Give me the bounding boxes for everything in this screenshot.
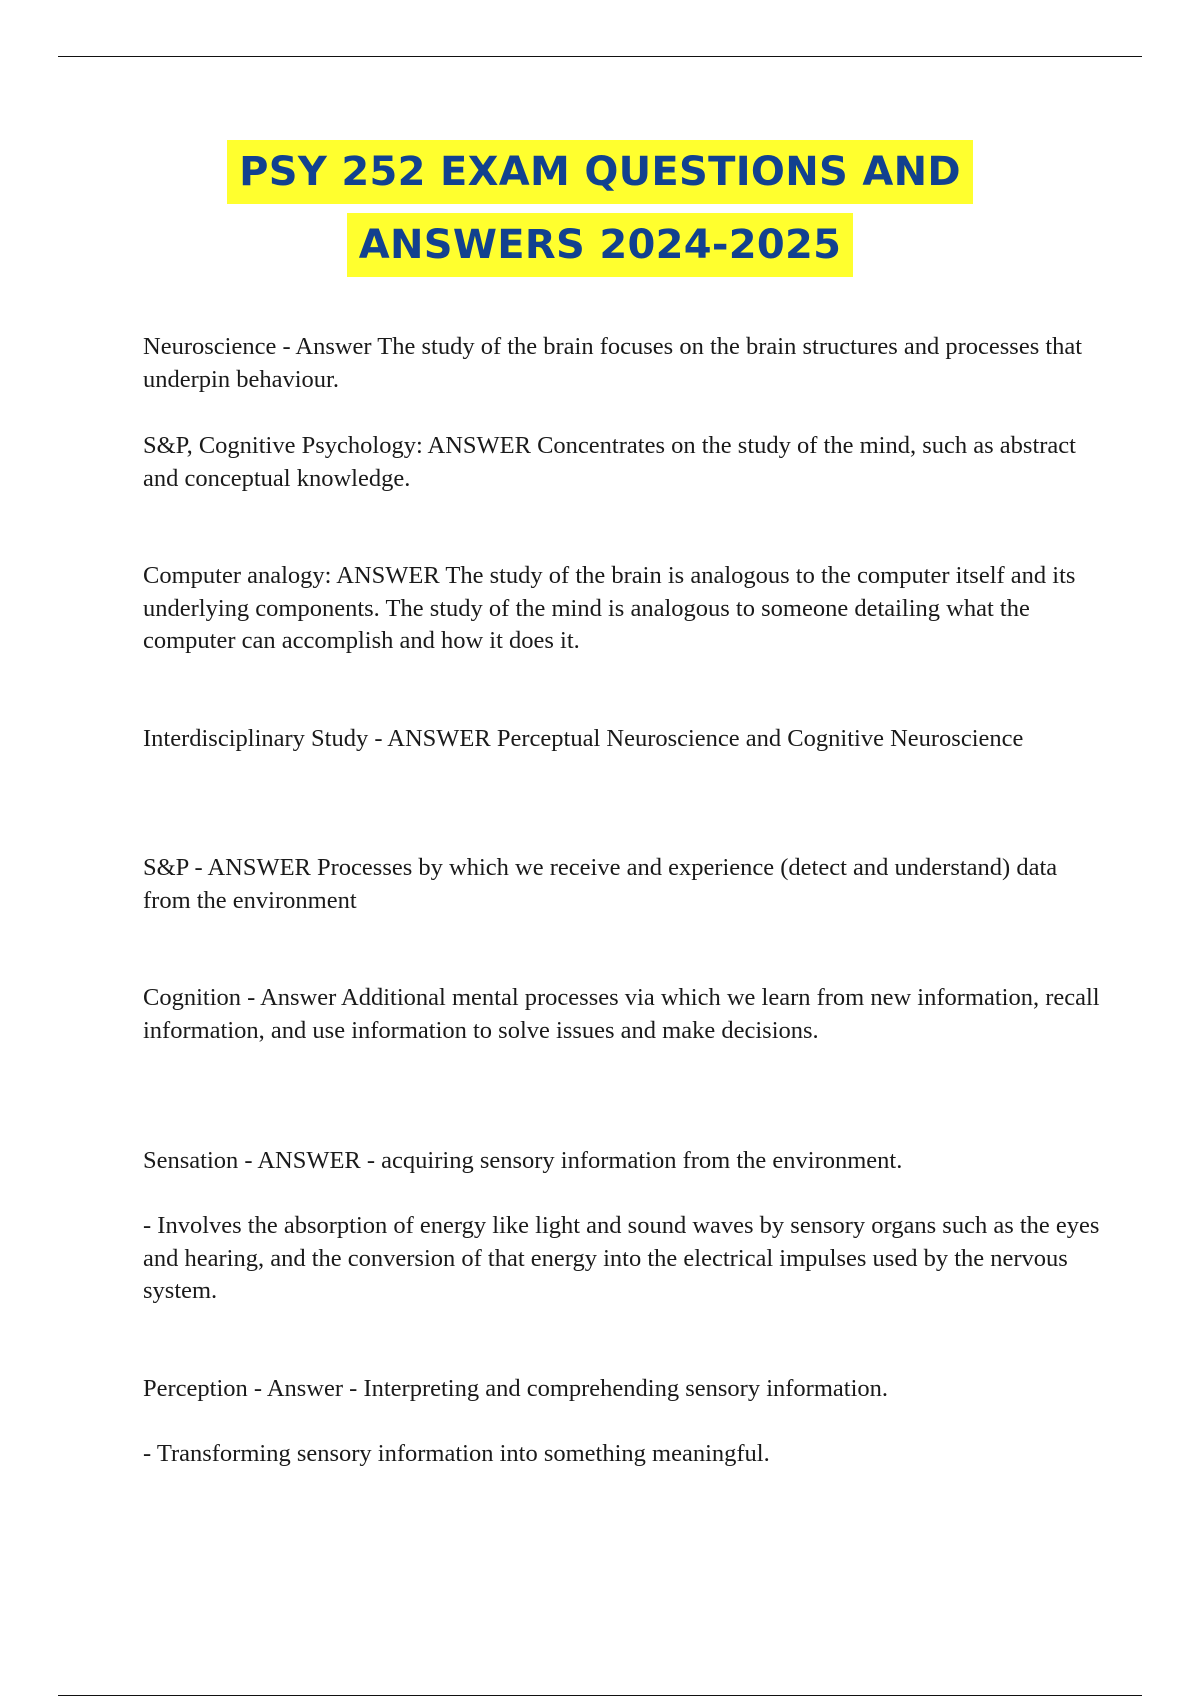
entry-cognition: Cognition - Answer Additional mental processes via which we learn from new information, recall information, and use information to solve issues and make decisions. <box>143 984 1100 1044</box>
entry-sensation-detail: - Involves the absorption of energy like light and sound waves by sensory organs such as the eyes and hearing, and the conversion of that energy into the electrical impulses used by the nervous system. <box>143 1212 1100 1304</box>
entry-interdisciplinary-study: Interdisciplinary Study - ANSWER Perceptual Neuroscience and Cognitive Neuroscience <box>143 725 1024 752</box>
bottom-rule <box>58 1695 1142 1696</box>
title-line-1: PSY 252 EXAM QUESTIONS AND <box>227 140 973 204</box>
entry-cognitive-psychology: S&P, Cognitive Psychology: ANSWER Concentrates on the study of the mind, such as abstract and conceptual knowledge. <box>143 432 1076 492</box>
entry-computer-analogy: Computer analogy: ANSWER The study of the brain is analogous to the computer itself and its underlying components. The study of the mind is analogous to someone detailing what the computer can accomplish and how it does it. <box>143 562 1076 654</box>
page-title <box>0 140 1200 286</box>
entry-neuroscience: Neuroscience - Answer The study of the brain focuses on the brain structures and processes that underpin behaviour. <box>143 333 1083 393</box>
entry-s-and-p: S&P - ANSWER Processes by which we receive and experience (detect and understand) data from the environment <box>143 854 1058 914</box>
entry-perception-detail: - Transforming sensory information into something meaningful. <box>143 1440 770 1467</box>
title-line-2: ANSWERS 2024-2025 <box>347 213 854 277</box>
top-rule <box>58 56 1142 57</box>
entry-perception: Perception - Answer - Interpreting and comprehending sensory information. <box>143 1375 889 1402</box>
entry-sensation: Sensation - ANSWER - acquiring sensory information from the environment. <box>143 1147 903 1174</box>
